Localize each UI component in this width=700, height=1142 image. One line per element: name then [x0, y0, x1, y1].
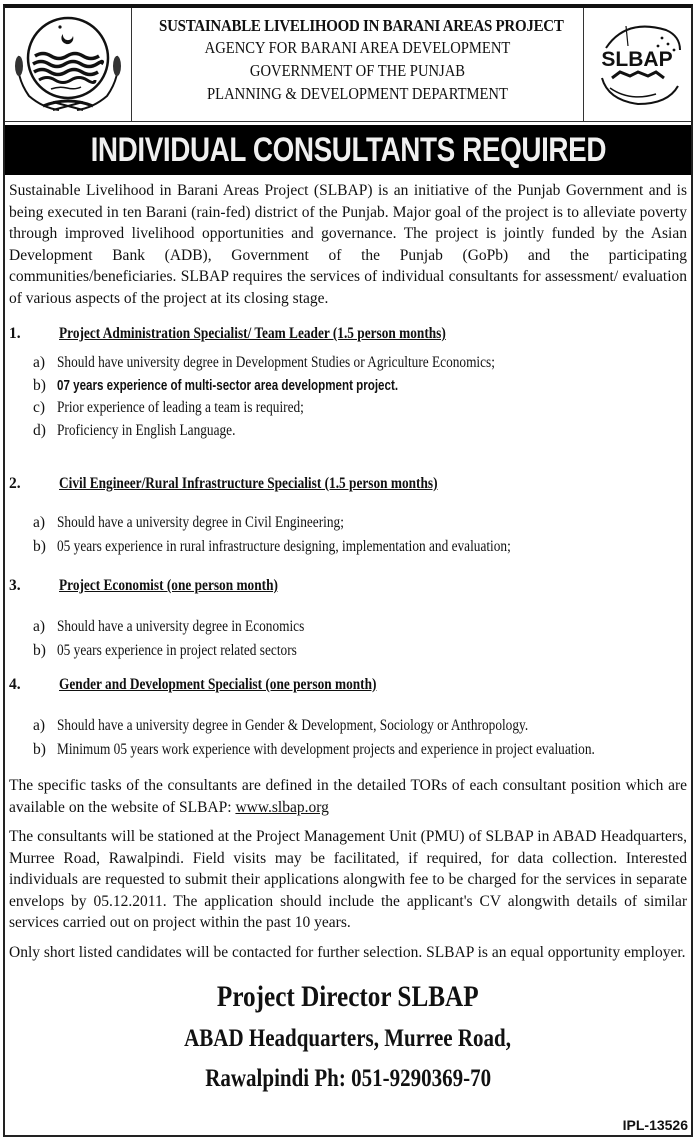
- intro-text: Sustainable Livelihood in Barani Areas Project (SLBAP) is an initiative of the Punjab Government and is being executed in ten Barani (rain-fed) district of the Punjab. Major goal of the project is to alleviate poverty through improved livelihood opportunities and governance. The project is jointly funded by the Asian Development Bank (ADB), Government of the Punjab (GoPb) and the participating communities/beneficiaries. SLBAP requires the services of individual consultants for assessment/ evaluation of various aspects of the project at its closing stage.: [9, 182, 687, 307]
- punjab-emblem-icon: [5, 8, 131, 121]
- signature-address: ABAD Headquarters, Murree Road,: [184, 1025, 512, 1052]
- shortlist-text: Only short listed candidates will be contacted for further selection. SLBAP is an equal opportunity employer.: [9, 944, 686, 961]
- government-name: GOVERNMENT OF THE PUNJAB: [249, 61, 466, 80]
- intro-paragraph: [9, 180, 687, 309]
- requirement-item: a) Should have a university degree in Gender & Development, Sociology or Anthropology.: [33, 717, 529, 734]
- requirement-item: a) Should have a university degree in Economics: [33, 618, 305, 635]
- requirement-item: a) Should have university degree in Development Studies or Agriculture Economics;: [33, 354, 495, 371]
- svg-text:SLBAP: SLBAP: [601, 48, 673, 71]
- position-2-heading: [9, 475, 499, 493]
- punjab-emblem-logo: [5, 8, 132, 121]
- header: [5, 8, 691, 122]
- requirement-item: c) Prior experience of leading a team is required;: [33, 399, 304, 416]
- requirement-item: b) Minimum 05 years work experience with development projects and experience in project evaluation.: [33, 741, 595, 758]
- position-title: Gender and Development Specialist (one person month): [59, 676, 377, 693]
- position-1-heading: [9, 325, 509, 343]
- position-4-heading: [9, 676, 428, 694]
- signature-title: Project Director SLBAP: [217, 980, 479, 1013]
- requirement-item: b) 05 years experience in project related sectors: [33, 642, 297, 659]
- application-text: The consultants will be stationed at the Project Management Unit (PMU) of SLBAP in ABAD Headquarters, Murree Road, Rawalpindi. Field visits may be facilitated, if required, for data collection. Interested individuals are requested to submit their applications alongwith fee to be charged for the services in separate envelops by 05.12.2011. The application should include the applicant's CV alongwith details of similar services carried out on project within the past 10 years.: [9, 828, 687, 931]
- position-number: 1.: [9, 325, 21, 342]
- tors-text: The specific tasks of the consultants are defined in the detailed TORs of each consultant position which are available on the website of SLBAP:: [9, 777, 687, 816]
- project-name: SUSTAINABLE LIVELIHOOD IN BARANI AREAS PROJECT: [159, 16, 564, 35]
- slbap-logo: [583, 8, 691, 121]
- position-title: Project Economist (one person month): [59, 577, 278, 594]
- advertisement-page: [3, 4, 693, 1137]
- shortlist-paragraph: [9, 942, 687, 964]
- requirement-item: d) Proficiency in English Language.: [33, 422, 236, 439]
- website-link[interactable]: www.slbap.org: [235, 798, 329, 816]
- agency-name: AGENCY FOR BARANI AREA DEVELOPMENT: [204, 38, 511, 57]
- position-3-heading: [9, 577, 314, 595]
- position-title: Civil Engineer/Rural Infrastructure Specialist (1.5 person months): [59, 475, 438, 492]
- tors-paragraph: [9, 775, 687, 818]
- page-title: INDIVIDUAL CONSULTANTS REQUIRED: [90, 131, 606, 169]
- position-number: 3.: [9, 577, 21, 594]
- slbap-logo-icon: [584, 8, 691, 121]
- header-text: [132, 8, 583, 121]
- department-name: PLANNING & DEVELOPMENT DEPARTMENT: [207, 84, 508, 103]
- signature-city-phone: Rawalpindi Ph: 051-9290369-70: [205, 1065, 491, 1092]
- position-title: Project Administration Specialist/ Team Leader (1.5 person months): [59, 325, 446, 342]
- requirement-item: b) 07 years experience of multi-sector area development project.: [33, 377, 399, 394]
- requirement-item: a) Should have a university degree in Civil Engineering;: [33, 514, 344, 531]
- ad-code: IPL-13526: [622, 1117, 688, 1133]
- application-paragraph: [9, 826, 687, 934]
- position-number: 2.: [9, 475, 21, 492]
- title-banner: [5, 125, 691, 175]
- position-number: 4.: [9, 676, 21, 693]
- requirement-item: b) 05 years experience in rural infrastructure designing, implementation and evaluation;: [33, 538, 511, 555]
